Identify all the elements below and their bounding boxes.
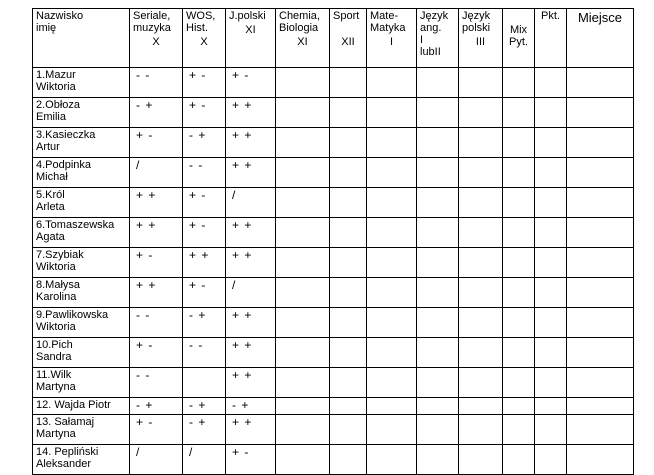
student-name: 7.Szybiak Wiktoria xyxy=(33,248,130,278)
score-cell xyxy=(417,158,459,188)
score-cell xyxy=(367,415,417,445)
score-cell xyxy=(535,415,567,445)
score-cell: - + xyxy=(183,128,226,158)
table-row xyxy=(33,368,634,398)
score-cell xyxy=(417,308,459,338)
score-cell xyxy=(503,338,535,368)
student-name: 13. Sałamaj Martyna xyxy=(33,415,130,445)
student-name: 11.Wilk Martyna xyxy=(33,368,130,398)
score-cell xyxy=(535,68,567,98)
score-cell xyxy=(330,68,367,98)
score-cell: + - xyxy=(226,445,276,475)
score-cell xyxy=(330,338,367,368)
score-cell xyxy=(417,415,459,445)
score-cell xyxy=(367,98,417,128)
score-cell: + - xyxy=(130,415,183,445)
score-cell: + - xyxy=(183,278,226,308)
score-cell: + + xyxy=(226,368,276,398)
table-row xyxy=(33,158,634,188)
score-cell xyxy=(535,338,567,368)
score-cell xyxy=(503,98,535,128)
score-cell: + + xyxy=(226,218,276,248)
score-cell xyxy=(535,188,567,218)
score-cell xyxy=(459,68,503,98)
score-cell: + - xyxy=(183,218,226,248)
score-cell xyxy=(459,158,503,188)
score-cell xyxy=(459,278,503,308)
score-cell xyxy=(367,278,417,308)
score-cell xyxy=(567,158,634,188)
score-cell xyxy=(503,445,535,475)
score-cell xyxy=(535,128,567,158)
table-row xyxy=(33,248,634,278)
score-cell xyxy=(567,128,634,158)
score-cell xyxy=(567,218,634,248)
score-cell xyxy=(330,248,367,278)
score-cell: - + xyxy=(226,398,276,415)
score-cell xyxy=(276,445,330,475)
table-row xyxy=(33,308,634,338)
score-cell: + - xyxy=(226,68,276,98)
score-cell xyxy=(330,445,367,475)
table-body xyxy=(33,68,634,475)
score-cell xyxy=(567,188,634,218)
score-cell: + + xyxy=(226,98,276,128)
score-cell: / xyxy=(183,445,226,475)
table-row xyxy=(33,188,634,218)
score-cell xyxy=(276,248,330,278)
score-cell xyxy=(459,368,503,398)
score-cell xyxy=(567,68,634,98)
score-cell xyxy=(276,398,330,415)
score-cell: + - xyxy=(183,188,226,218)
table-row xyxy=(33,98,634,128)
score-cell xyxy=(330,398,367,415)
table-row xyxy=(33,398,634,415)
score-cell xyxy=(459,218,503,248)
score-cell xyxy=(417,68,459,98)
student-name: 1.Mazur Wiktoria xyxy=(33,68,130,98)
table-row xyxy=(33,128,634,158)
score-cell: - - xyxy=(130,308,183,338)
student-name: 10.Pich Sandra xyxy=(33,338,130,368)
header-miejsce: Miejsce xyxy=(567,9,634,68)
score-cell: + - xyxy=(130,128,183,158)
score-cell: + - xyxy=(183,68,226,98)
header-matematyka: Mate- Matyka I xyxy=(367,9,417,68)
score-cell: / xyxy=(226,188,276,218)
score-cell: - + xyxy=(130,398,183,415)
score-table xyxy=(32,8,634,475)
header-jezyk-polski: Język polski III xyxy=(459,9,503,68)
student-name: 8.Małysa Karolina xyxy=(33,278,130,308)
score-cell xyxy=(535,278,567,308)
score-cell xyxy=(417,248,459,278)
score-cell xyxy=(503,248,535,278)
table-row xyxy=(33,278,634,308)
score-cell xyxy=(276,308,330,338)
table-row xyxy=(33,68,634,98)
score-cell xyxy=(417,368,459,398)
student-name: 12. Wajda Piotr xyxy=(33,398,130,415)
header-seriale-muzyka: Seriale, muzyka X xyxy=(130,9,183,68)
score-cell xyxy=(330,368,367,398)
header-name: Nazwisko imię xyxy=(33,9,130,68)
score-cell xyxy=(367,68,417,98)
score-cell xyxy=(417,398,459,415)
score-cell xyxy=(367,445,417,475)
score-cell xyxy=(459,308,503,338)
score-cell: + + xyxy=(226,338,276,368)
score-cell: - + xyxy=(183,308,226,338)
score-cell xyxy=(503,308,535,338)
score-cell xyxy=(417,188,459,218)
score-cell: - + xyxy=(183,398,226,415)
score-cell xyxy=(330,308,367,338)
table-row xyxy=(33,338,634,368)
score-cell: / xyxy=(130,445,183,475)
score-cell xyxy=(535,248,567,278)
score-cell xyxy=(459,188,503,218)
table-row xyxy=(33,415,634,445)
student-name: 6.Tomaszewska Agata xyxy=(33,218,130,248)
score-cell xyxy=(417,338,459,368)
score-cell xyxy=(330,278,367,308)
score-cell xyxy=(183,368,226,398)
score-cell xyxy=(417,98,459,128)
score-cell xyxy=(330,98,367,128)
score-cell: - - xyxy=(130,368,183,398)
score-cell xyxy=(567,445,634,475)
score-cell xyxy=(459,338,503,368)
score-cell xyxy=(503,415,535,445)
score-cell xyxy=(459,445,503,475)
score-cell xyxy=(459,415,503,445)
score-cell: - + xyxy=(183,415,226,445)
score-cell xyxy=(535,308,567,338)
score-cell xyxy=(535,218,567,248)
student-name: 9.Pawlikowska Wiktoria xyxy=(33,308,130,338)
score-cell xyxy=(503,368,535,398)
score-cell xyxy=(367,218,417,248)
header-wos-hist: WOS, Hist. X xyxy=(183,9,226,68)
score-cell: + + xyxy=(226,158,276,188)
student-name: 4.Podpinka Michał xyxy=(33,158,130,188)
score-cell: + + xyxy=(226,128,276,158)
score-cell xyxy=(417,278,459,308)
score-cell xyxy=(276,188,330,218)
score-cell: + + xyxy=(183,248,226,278)
score-cell: - - xyxy=(183,158,226,188)
score-cell xyxy=(567,308,634,338)
score-cell: + + xyxy=(130,218,183,248)
score-cell xyxy=(459,248,503,278)
score-cell: + + xyxy=(130,188,183,218)
score-cell xyxy=(567,398,634,415)
score-cell xyxy=(330,188,367,218)
score-cell xyxy=(503,398,535,415)
score-cell xyxy=(367,188,417,218)
score-cell: - - xyxy=(183,338,226,368)
score-cell xyxy=(535,158,567,188)
score-cell xyxy=(367,158,417,188)
score-cell xyxy=(276,158,330,188)
header-sport: Sport XII xyxy=(330,9,367,68)
score-cell xyxy=(567,368,634,398)
score-cell xyxy=(276,128,330,158)
score-cell xyxy=(567,248,634,278)
score-cell xyxy=(567,98,634,128)
table-row xyxy=(33,218,634,248)
header-row xyxy=(33,9,634,68)
score-cell xyxy=(276,368,330,398)
score-cell xyxy=(417,445,459,475)
score-cell xyxy=(367,368,417,398)
score-cell xyxy=(503,158,535,188)
score-cell xyxy=(367,128,417,158)
score-cell: + - xyxy=(183,98,226,128)
header-mix-pyt: Mix Pyt. xyxy=(503,9,535,68)
score-cell xyxy=(459,128,503,158)
score-cell xyxy=(535,445,567,475)
table-row xyxy=(33,445,634,475)
score-cell xyxy=(535,368,567,398)
score-cell xyxy=(417,218,459,248)
score-cell xyxy=(367,308,417,338)
student-name: 14. Pepliński Aleksander xyxy=(33,445,130,475)
score-cell: - - xyxy=(130,68,183,98)
student-name: 5.Król Arleta xyxy=(33,188,130,218)
score-cell: + + xyxy=(226,248,276,278)
header-j-polski: J.polski XI xyxy=(226,9,276,68)
score-cell xyxy=(276,98,330,128)
score-cell xyxy=(276,218,330,248)
score-cell xyxy=(503,218,535,248)
score-cell xyxy=(367,248,417,278)
score-cell xyxy=(459,398,503,415)
score-cell: + - xyxy=(130,338,183,368)
score-cell xyxy=(330,415,367,445)
score-cell xyxy=(503,68,535,98)
header-jezyk-ang: Język ang. I lubII xyxy=(417,9,459,68)
student-name: 2.Obłoza Emilia xyxy=(33,98,130,128)
score-cell xyxy=(459,98,503,128)
score-cell xyxy=(276,278,330,308)
score-cell xyxy=(567,278,634,308)
score-cell xyxy=(503,128,535,158)
score-cell xyxy=(417,128,459,158)
header-pkt: Pkt. xyxy=(535,9,567,68)
score-cell: / xyxy=(130,158,183,188)
score-cell xyxy=(367,398,417,415)
score-cell: - + xyxy=(130,98,183,128)
score-cell xyxy=(330,218,367,248)
score-cell xyxy=(535,98,567,128)
score-cell xyxy=(503,278,535,308)
score-cell xyxy=(567,415,634,445)
score-cell xyxy=(367,338,417,368)
score-cell xyxy=(330,128,367,158)
student-name: 3.Kasieczka Artur xyxy=(33,128,130,158)
score-cell xyxy=(567,338,634,368)
score-cell xyxy=(276,415,330,445)
score-cell: / xyxy=(226,278,276,308)
score-cell: + + xyxy=(226,415,276,445)
score-cell: + - xyxy=(130,248,183,278)
score-cell xyxy=(276,68,330,98)
score-cell: + + xyxy=(226,308,276,338)
score-cell xyxy=(503,188,535,218)
header-chemia-biologia: Chemia, Biologia XI xyxy=(276,9,330,68)
score-cell xyxy=(535,398,567,415)
score-cell: + + xyxy=(130,278,183,308)
score-cell xyxy=(276,338,330,368)
score-cell xyxy=(330,158,367,188)
